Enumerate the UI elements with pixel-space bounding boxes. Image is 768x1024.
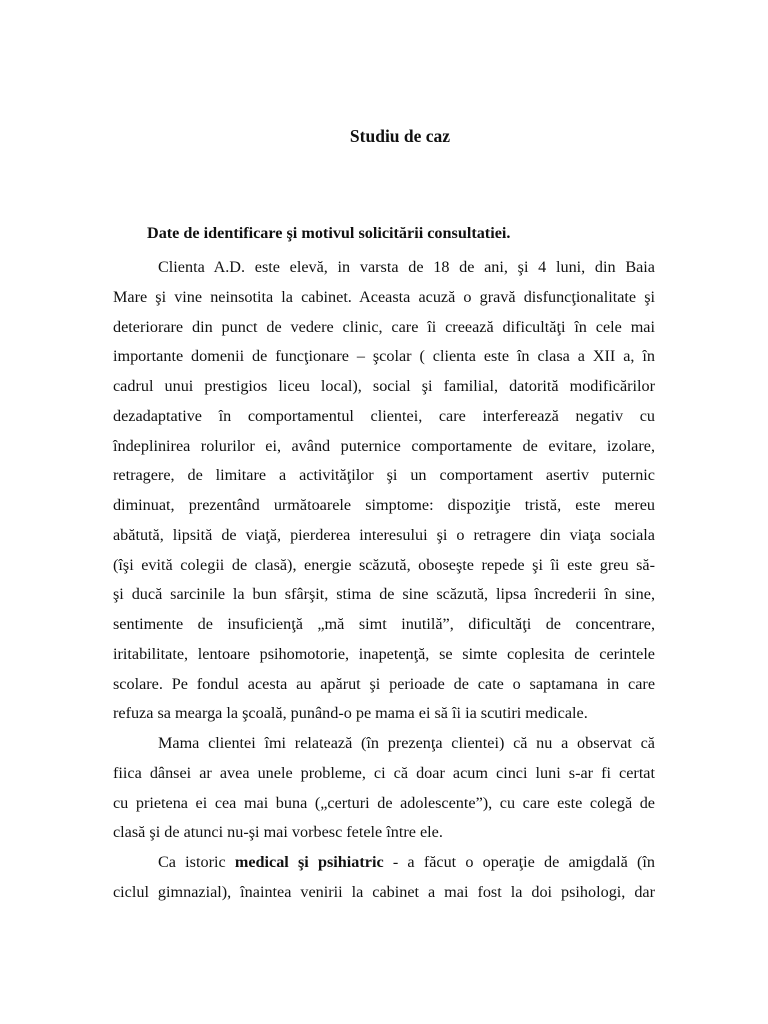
text-line: clasă şi de atunci nu-şi mai vorbesc fetele între ele. [113, 823, 443, 842]
text-line: iritabilitate, lentoare psihomotorie, inapetenţă, se simte coplesita de cerintele [113, 644, 655, 663]
text-run: - a făcut o operaţie de amigdală (în [383, 853, 655, 871]
text-line: îndeplinirea rolurilor ei, având puternice comportamente de evitare, izolare, [113, 436, 655, 455]
text-line: importante domenii de funcţionare – şcolar ( clienta este în clasa a XII a, în [113, 347, 655, 366]
text-line: fiica dânsei ar avea unele probleme, ci că doar acum cinci luni s-ar fi certat [113, 763, 655, 782]
text-line: ciclul gimnazial), înaintea venirii la cabinet a mai fost la doi psihologi, dar [113, 882, 655, 901]
text-line: scolare. Pe fondul acesta au apărut şi perioade de cate o saptamana in care [113, 674, 655, 693]
bold-phrase: medical şi psihiatric [234, 853, 384, 871]
text-line: cadrul unui prestigios liceu local), social şi familial, datorită modificărilor [113, 377, 655, 395]
text-line [158, 850, 655, 874]
section-heading: Date de identificare şi motivul solicitării consultatiei. [147, 224, 511, 242]
text-line: diminuat, prezentând următoarele simptome: dispoziţie tristă, este mereu [113, 496, 655, 514]
text-run: Ca istoric [158, 853, 235, 871]
text-line: refuza sa mearga la şcoală, punând-o pe mama ei să îi ia scutiri medicale. [113, 704, 588, 723]
text-line: (îşi evită colegii de clasă), energie scăzută, oboseşte repede şi îi este greu să- [113, 555, 655, 574]
text-line: şi ducă sarcinile la bun sfârşit, stima de sine scăzută, lipsa încrederii în sine, [113, 585, 655, 604]
text-line: sentimente de insuficienţă „mă simt inutilă”, dificultăţi de concentrare, [113, 615, 655, 633]
text-line: deteriorare din punct de vedere clinic, care îi creează dificultăţi în cele mai [113, 317, 655, 336]
text-line: Clienta A.D. este elevă, in varsta de 18 de ani, şi 4 luni, din Baia [158, 258, 655, 276]
text-line: abătută, lipsită de viaţă, pierderea interesului şi o retragere din viaţa sociala [113, 525, 655, 544]
text-line: cu prietena ei cea mai buna („certuri de adolescente”), cu care este colegă de [113, 793, 655, 812]
text-line: retragere, de limitare a activităţilor şi un comportament asertiv puternic [113, 466, 655, 485]
text-line: Mare şi vine neinsotita la cabinet. Aceasta acuză o gravă disfuncţionalitate şi [113, 287, 655, 306]
page-title: Studiu de caz [349, 126, 451, 146]
text-line: dezadaptative în comportamentul clientei, care interferează negativ cu [113, 406, 655, 425]
text-line: Mama clientei îmi relatează (în prezenţa clientei) că nu a observat că [158, 734, 655, 752]
